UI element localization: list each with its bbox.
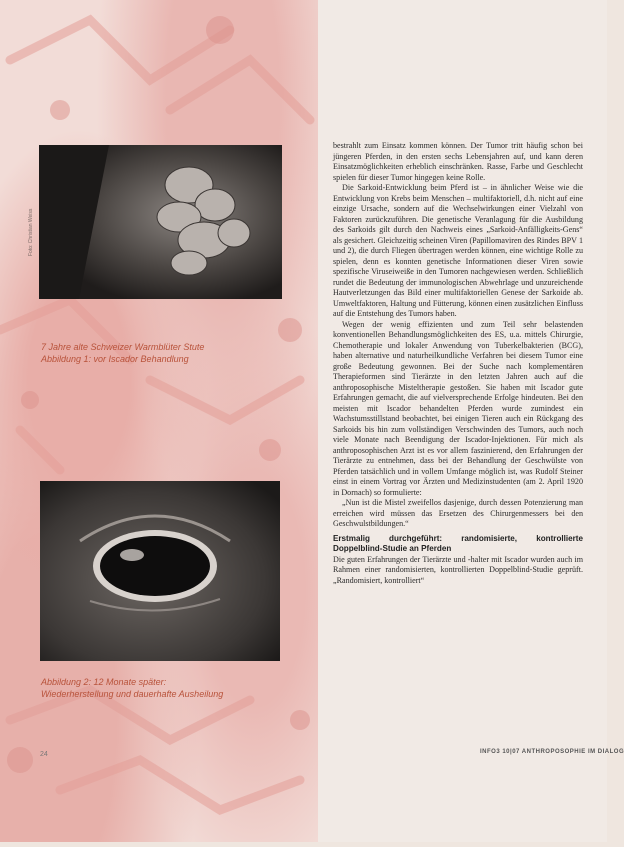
page-number: 24 — [40, 751, 48, 758]
sarcoid-photo-before — [39, 145, 282, 299]
article-paragraph: Die Sarkoid-Entwicklung beim Pferd ist – in ähnlicher Weise wie die Entwicklung von Krebs beim Menschen – multifaktoriell, d.h. nicht auf eine einzige Ursache, sondern auf die Wechselwirkungen einer Vielzahl von Faktoren zurückzuführen. Die genetische Veranlagung für die Ausbildung des Sarkoids gilt durch den Nachweis eines „Sarkoid-Anfälligkeits-Gens“ als gesichert. Gleichzeitig scheinen Viren (Papillomaviren des Rindes BPV 1 und 2), die durch Fliegen übertragen werden können, eine wichtige Rolle zu spielen, denn es konnten genetische Informationen dieser Viren sowie spezifische Viruseiweiße in den Tumoren nachgewiesen werden. Schließlich rundet die Bedeutung der immunologischen Abwehrlage und unzureichende Hautverletzungen das Bild einer multifaktoriellen Genese der Sarkoide ab. Umweltfaktoren, Haltung und Fütterung, können einen zusätzlichen Einfluss auf die Entstehung des Tumors haben. — [333, 183, 583, 318]
magazine-footer: INFO3 10|07 ANTHROPOSOPHIE IM DIALOG — [480, 749, 624, 755]
section-heading: Erstmalig durchgeführt: randomisierte, kontrollierte Doppelblind-Studie an Pferden — [333, 533, 583, 553]
horse-eye-photo-after — [40, 481, 280, 661]
article-paragraph: Die guten Erfahrungen der Tierärzte und -halter mit Iscador wurden auch im Rahmen einer randomisierten, kontrollierten Doppelblind-Studie geprüft. „Randomisiert, kontrolliert“ — [333, 554, 583, 585]
article-text — [333, 141, 583, 586]
caption-before — [41, 341, 281, 365]
article-paragraph: Wegen der wenig effizienten und zum Teil sehr belastenden konventionellen Behandlungsmöglichkeiten des ES, u.a. mittels Chirurgie, Chemotherapie und lokaler Anwendung von Tuberkelbakterien (BCG), haben alternative und naturheilkundliche Verfahren bei diesem Tumor eine große Bedeutung gewonnen. Bei der Suche nach komplementären Therapieformen sind Tierärzte in den letzten Jahren auch auf die anthroposophische Misteltherapie gestoßen. Sie haben mit Iscador gute Erfahrungen gemacht, die auf vielversprechende Erfolge hindeuten. Bei den meisten mit Iscador behandelten Pferden wurde zumindest ein Wachstumsstillstand beobachtet, bei einigen Tieren auch ein Rückgang des Sarkoids bis hin zum vollständigen Verschwinden des Tumors, auch noch viele Monate nach Beendigung der Iscador-Injektionen. Für mich als anthroposophischen Arzt ist es vor allem faszinierend, den Erfahrungen der Tierärzte zu entnehmen, dass bei der Behandlung der Geschwülste von Pferden tatsächlich und in vollem Umfange möglich ist, was Rudolf Steiner einst in einem Vortrag vor Ärzten und Medizinstudenten (am 2. April 1920 in Dornach) so formulierte: — [333, 319, 583, 497]
article-quote: „Nun ist die Mistel zweifellos dasjenige, durch dessen Potenzierung man erreichen wird müssen das Ersetzen des Chirurgenmessers bei den Geschwulstbildungen.“ — [333, 498, 583, 528]
caption-after — [41, 676, 281, 700]
caption-before-text: 7 Jahre alte Schweizer Warmblüter Stute Abbildung 1: vor Iscador Behandlung — [41, 342, 205, 364]
article-paragraph: bestrahlt zum Einsatz kommen können. Der Tumor tritt häufig schon bei jüngeren Pferden, in den ersten sechs Lebensjahren auf, und kann deren Einsatzmöglichkeiten erheblich einschränken. Rasse, Farbe und Geschlecht spielen für dieser Tumor hingegen keine Rolle. — [333, 141, 583, 182]
caption-after-text: Abbildung 2: 12 Monate später: Wiederherstellung und dauerhafte Ausheilung — [41, 677, 224, 699]
photo-credit: Foto: Christian Weiss — [28, 208, 34, 256]
